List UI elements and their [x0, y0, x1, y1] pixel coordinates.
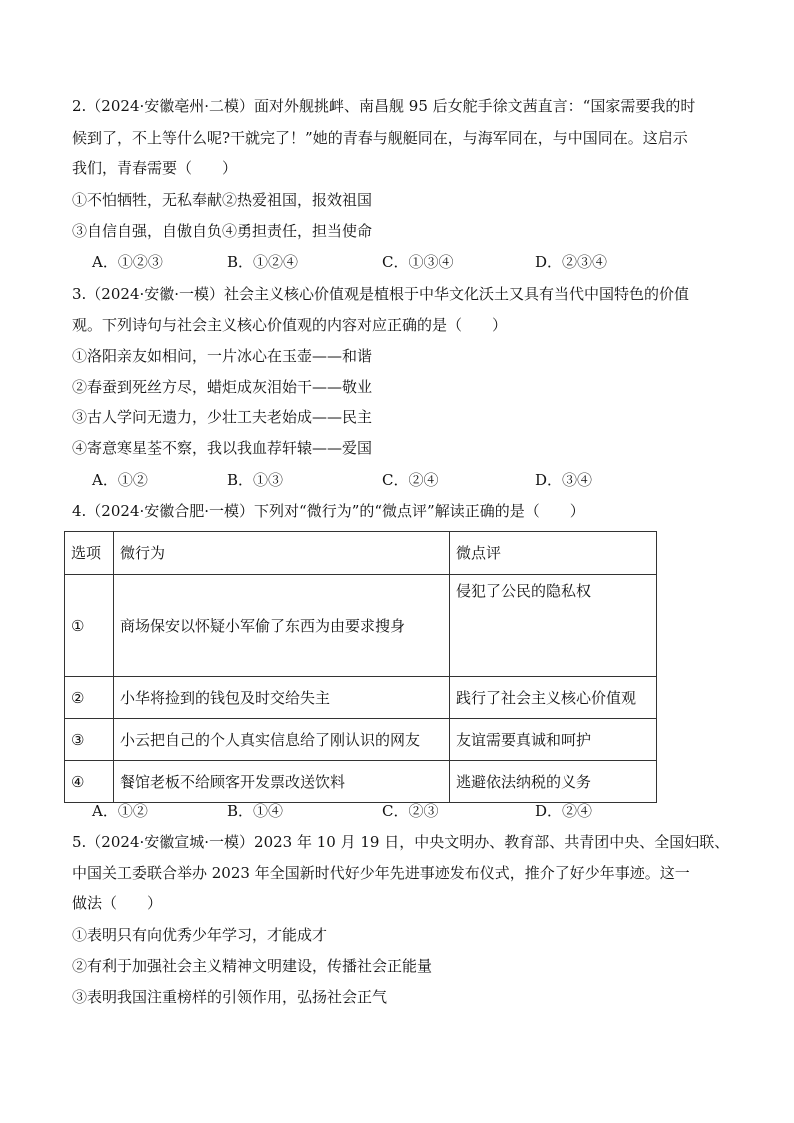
table-cell: 侵犯了公民的隐私权 [450, 575, 657, 677]
option-d[interactable]: D．③④ [535, 471, 593, 489]
question-2-statement-2: ③自信自强，自傲自负④勇担责任，担当使命 [72, 222, 373, 240]
table-cell: 践行了社会主义核心价值观 [450, 677, 657, 719]
table-cell: ① [65, 575, 114, 677]
question-5-statement-2: ②有利于加强社会主义精神文明建设，传播社会正能量 [72, 957, 433, 975]
table-row [65, 719, 657, 761]
option-b[interactable]: B．①③ [227, 471, 284, 489]
question-4-text-line-1: 4.（2024·安徽合肥·一模）下列对“微行为”的“微点评”解读正确的是（ ） [72, 502, 585, 520]
question-3-text-line-1: 3.（2024·安徽·一模）社会主义核心价值观是植根于中华文化沃土又具有当代中国特色的价值 [72, 285, 690, 303]
question-2-text-line-1: 2.（2024·安徽亳州·二模）面对外舰挑衅、南昌舰 95 后女舵手徐文茜直言：“国家需要我的时 [72, 97, 696, 115]
table-header-cell: 微行为 [114, 532, 450, 575]
option-c[interactable]: C．①③④ [382, 253, 454, 271]
table-cell: 商场保安以怀疑小军偷了东西为由要求搜身 [114, 575, 450, 677]
table-header-row [65, 532, 657, 575]
question-3-statement-3: ③古人学问无遗力，少壮工夫老始成——民主 [72, 408, 373, 426]
table-cell: 小华将捡到的钱包及时交给失主 [114, 677, 450, 719]
table-cell: 餐馆老板不给顾客开发票改送饮料 [114, 761, 450, 803]
question-2-statement-1: ①不怕牺牲，无私奉献②热爱祖国，报效祖国 [72, 191, 373, 209]
option-c[interactable]: C．②③ [382, 802, 439, 820]
table-cell: ② [65, 677, 114, 719]
option-a[interactable]: A．①②③ [92, 253, 163, 271]
question-3-options [92, 469, 732, 491]
table-row [65, 677, 657, 719]
option-b[interactable]: B．①②④ [227, 253, 299, 271]
option-a[interactable]: A．①② [92, 471, 148, 489]
option-c[interactable]: C．②④ [382, 471, 439, 489]
table-cell: ③ [65, 719, 114, 761]
option-d[interactable]: D．②④ [535, 802, 593, 820]
question-3-statement-2: ②春蚕到死丝方尽，蜡炬成灰泪始干——敬业 [72, 378, 373, 396]
table-cell: ④ [65, 761, 114, 803]
option-b[interactable]: B．①④ [227, 802, 284, 820]
table-header-cell: 选项 [65, 532, 114, 575]
question-5-text-line-3: 做法（ ） [72, 894, 163, 912]
question-4-options [92, 800, 732, 822]
question-2-options [92, 251, 732, 273]
comparison-table [64, 531, 657, 803]
table-row [65, 575, 657, 677]
option-d[interactable]: D．②③④ [535, 253, 608, 271]
table-cell: 小云把自己的个人真实信息给了刚认识的网友 [114, 719, 450, 761]
question-2-text-line-2: 候到了，不上等什么呢?干就完了！”她的青春与舰艇同在，与海军同在，与中国同在。这启示 [72, 129, 688, 147]
question-3-statement-1: ①洛阳亲友如相问，一片冰心在玉壶——和谐 [72, 347, 373, 365]
option-a[interactable]: A．①② [92, 802, 148, 820]
table-row [65, 761, 657, 803]
question-5-text-line-2: 中国关工委联合举办 2023 年全国新时代好少年先进事迹发布仪式，推介了好少年事迹。这一 [72, 864, 690, 882]
question-3-text-line-2: 观。下列诗句与社会主义核心价值观的内容对应正确的是（ ） [72, 316, 508, 334]
table-cell: 友谊需要真诚和呵护 [450, 719, 657, 761]
question-5-statement-1: ①表明只有向优秀少年学习，才能成才 [72, 926, 328, 944]
question-5-statement-3: ③表明我国注重榜样的引领作用，弘扬社会正气 [72, 988, 388, 1006]
table-header-cell: 微点评 [450, 532, 657, 575]
table-cell: 逃避依法纳税的义务 [450, 761, 657, 803]
question-3-statement-4: ④寄意寒星荃不察，我以我血荐轩辕——爱国 [72, 439, 373, 457]
question-5-text-line-1: 5.（2024·安徽宣城·一模）2023 年 10 月 19 日，中央文明办、教育部、共青团中央、全国妇联、 [72, 833, 730, 851]
question-2-text-line-3: 我们，青春需要（ ） [72, 159, 238, 177]
